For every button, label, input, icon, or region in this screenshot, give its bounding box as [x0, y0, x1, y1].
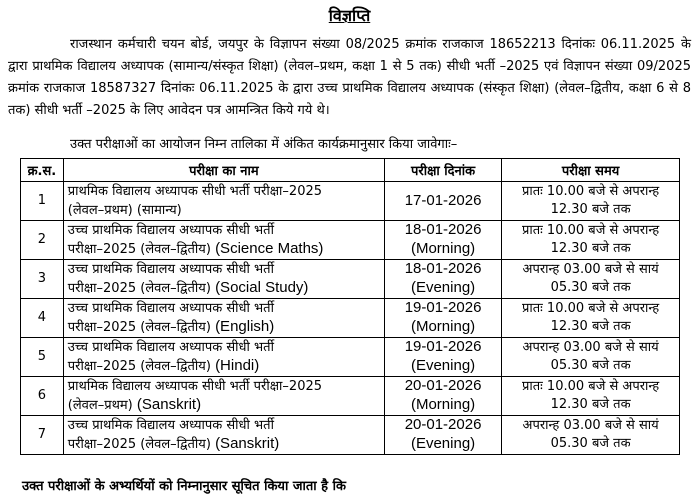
exam-schedule-table: [20, 158, 680, 455]
exam-time-line1: अपरान्ह 03.00 बजे से सायं: [522, 340, 659, 355]
exam-name-cell: [63, 416, 384, 455]
exam-time-line1: अपरान्ह 03.00 बजे से सायं: [522, 418, 659, 433]
table-row: [21, 338, 680, 377]
exam-name-line2: परीक्षा–2025 (लेवल–द्वितीय): [67, 436, 211, 452]
exam-time-line1: प्रातः 10.00 बजे से अपरान्ह: [521, 184, 660, 199]
exam-name-cell: [63, 221, 384, 260]
exam-name-line2: परीक्षा–2025 (लेवल–द्वितीय): [67, 358, 211, 374]
exam-shift: (Evening): [410, 279, 476, 296]
exam-time-line2: 05.30 बजे तक: [550, 358, 631, 373]
table-header-row: [21, 159, 680, 182]
exam-time-line2: 12.30 बजे तक: [550, 241, 631, 256]
exam-time-line2: 05.30 बजे तक: [550, 280, 631, 295]
exam-name-line2: परीक्षा–2025 (लेवल–द्वितीय): [67, 280, 211, 296]
serial-cell: 4: [21, 299, 64, 338]
exam-time-line2: 12.30 बजे तक: [550, 202, 631, 217]
exam-time-line2: 12.30 बजे तक: [550, 319, 631, 334]
table-row: [21, 260, 680, 299]
header-exam-time: परीक्षा समय: [502, 159, 680, 182]
exam-date: 18-01-2026: [404, 260, 482, 277]
exam-name-line2: परीक्षा–2025 (लेवल–द्वितीय): [67, 319, 211, 335]
exam-time-line1: प्रातः 10.00 बजे से अपरान्ह: [521, 379, 660, 394]
exam-name-cell: [63, 377, 384, 416]
exam-name-line1: उच्च प्राथमिक विद्यालय अध्यापक सीधी भर्ती: [67, 222, 274, 238]
serial-cell: 5: [21, 338, 64, 377]
exam-name-line1: प्राथमिक विद्यालय अध्यापक सीधी भर्ती परीक्षा–2025: [67, 378, 323, 394]
exam-shift: (Evening): [410, 435, 476, 452]
exam-time-cell: [502, 299, 680, 338]
exam-time-line1: प्रातः 10.00 बजे से अपरान्ह: [521, 301, 660, 316]
exam-time-line2: 05.30 बजे तक: [550, 436, 631, 451]
exam-name-line1: उच्च प्राथमिक विद्यालय अध्यापक सीधी भर्ती: [67, 261, 274, 277]
table-row: [21, 299, 680, 338]
exam-time-line2: 12.30 बजे तक: [550, 397, 631, 412]
paragraph-text: राजस्थान कर्मचारी चयन बोर्ड, जयपुर के विज्ञापन संख्या 08/2025 क्रमांक राजकाज 18652213 दिनांकः 06.11.2025 के द्वारा प्राथमिक विद्यालय अध्यापक (सामान्य/संस्कृत शिक्षा) (लेवल–प्रथम, कक्षा 1 से 5 तक) सीधी भर्ती –2025 एवं विज्ञापन संख्या 09/2025 क्रमांक राजकाज 18587327 दिनांकः 06.11.2025 के द्वारा उच्च प्राथमिक विद्यालय अध्यापक (संस्कृत शिक्षा) (लेवल–द्वितीय, कक्षा 6 से 8 तक) सीधी भर्ती –2025 के लिए आवेदन पत्र आमन्त्रित किये गये थे।: [8, 37, 691, 118]
exam-date: 20-01-2026: [404, 416, 482, 433]
serial-cell: 2: [21, 221, 64, 260]
exam-name-line2: परीक्षा–2025 (लेवल–द्वितीय): [67, 241, 211, 257]
exam-date-cell: [384, 260, 501, 299]
exam-time-line1: प्रातः 10.00 बजे से अपरान्ह: [521, 223, 660, 238]
exam-date-cell: [384, 377, 501, 416]
exam-subject: (Science Maths): [215, 239, 324, 257]
exam-subject: (Sanskrit): [136, 395, 202, 413]
exam-time-cell: [502, 260, 680, 299]
exam-date-cell: [384, 182, 501, 221]
exam-name-cell: [63, 260, 384, 299]
exam-date: 20-01-2026: [404, 377, 482, 394]
exam-name-cell: [63, 299, 384, 338]
serial-cell: 6: [21, 377, 64, 416]
exam-name-line2: (लेवल–प्रथम) (सामान्य): [67, 202, 182, 218]
exam-time-cell: [502, 221, 680, 260]
serial-cell: 1: [21, 182, 64, 221]
exam-time-cell: [502, 416, 680, 455]
exam-name-line1: उच्च प्राथमिक विद्यालय अध्यापक सीधी भर्ती: [67, 417, 274, 433]
exam-shift: (Evening): [410, 357, 476, 374]
exam-name-line2: (लेवल–प्रथम): [67, 397, 133, 413]
header-serial: क्र.स.: [21, 159, 64, 182]
schedule-intro: उक्त परीक्षाओं का आयोजन निम्न तालिका में अंकित कार्यक्रमानुसार किया जावेगाः–: [70, 137, 458, 152]
footer-text: उक्त परीक्षाओं के अभ्यर्थियों को निम्नानुसार सूचित किया जाता है कि: [22, 479, 346, 494]
exam-date: 19-01-2026: [404, 299, 482, 316]
exam-date: 18-01-2026: [404, 221, 482, 238]
exam-date-cell: [384, 416, 501, 455]
exam-subject: (Sanskrit): [215, 434, 280, 452]
table-row: [21, 377, 680, 416]
table-row: [21, 182, 680, 221]
exam-time-cell: [502, 377, 680, 416]
exam-shift: (Morning): [410, 318, 476, 335]
notice-title: विज्ञप्ति: [328, 6, 371, 25]
exam-name-line1: उच्च प्राथमिक विद्यालय अध्यापक सीधी भर्ती: [67, 300, 274, 316]
table-row: [21, 221, 680, 260]
exam-time-cell: [502, 182, 680, 221]
exam-time-line1: अपरान्ह 03.00 बजे से सायं: [522, 262, 659, 277]
exam-shift: (Morning): [410, 240, 476, 257]
serial-cell: 3: [21, 260, 64, 299]
exam-subject: (Social Study): [215, 278, 309, 296]
exam-name-line1: प्राथमिक विद्यालय अध्यापक सीधी भर्ती परीक्षा–2025: [67, 183, 323, 199]
exam-date-cell: [384, 221, 501, 260]
exam-name-cell: [63, 338, 384, 377]
exam-time-cell: [502, 338, 680, 377]
header-exam-name: परीक्षा का नाम: [63, 159, 384, 182]
exam-date-cell: [384, 338, 501, 377]
header-exam-date: परीक्षा दिनांक: [384, 159, 501, 182]
exam-subject: (Hindi): [215, 356, 260, 374]
notice-paragraph: [8, 34, 691, 122]
exam-name-line1: उच्च प्राथमिक विद्यालय अध्यापक सीधी भर्ती: [67, 339, 274, 355]
table-row: [21, 416, 680, 455]
exam-name-cell: [63, 182, 384, 221]
exam-date: 17-01-2026: [404, 191, 482, 209]
exam-date: 19-01-2026: [404, 338, 482, 355]
exam-subject: (English): [215, 317, 275, 335]
exam-date-cell: [384, 299, 501, 338]
serial-cell: 7: [21, 416, 64, 455]
exam-shift: (Morning): [410, 396, 476, 413]
